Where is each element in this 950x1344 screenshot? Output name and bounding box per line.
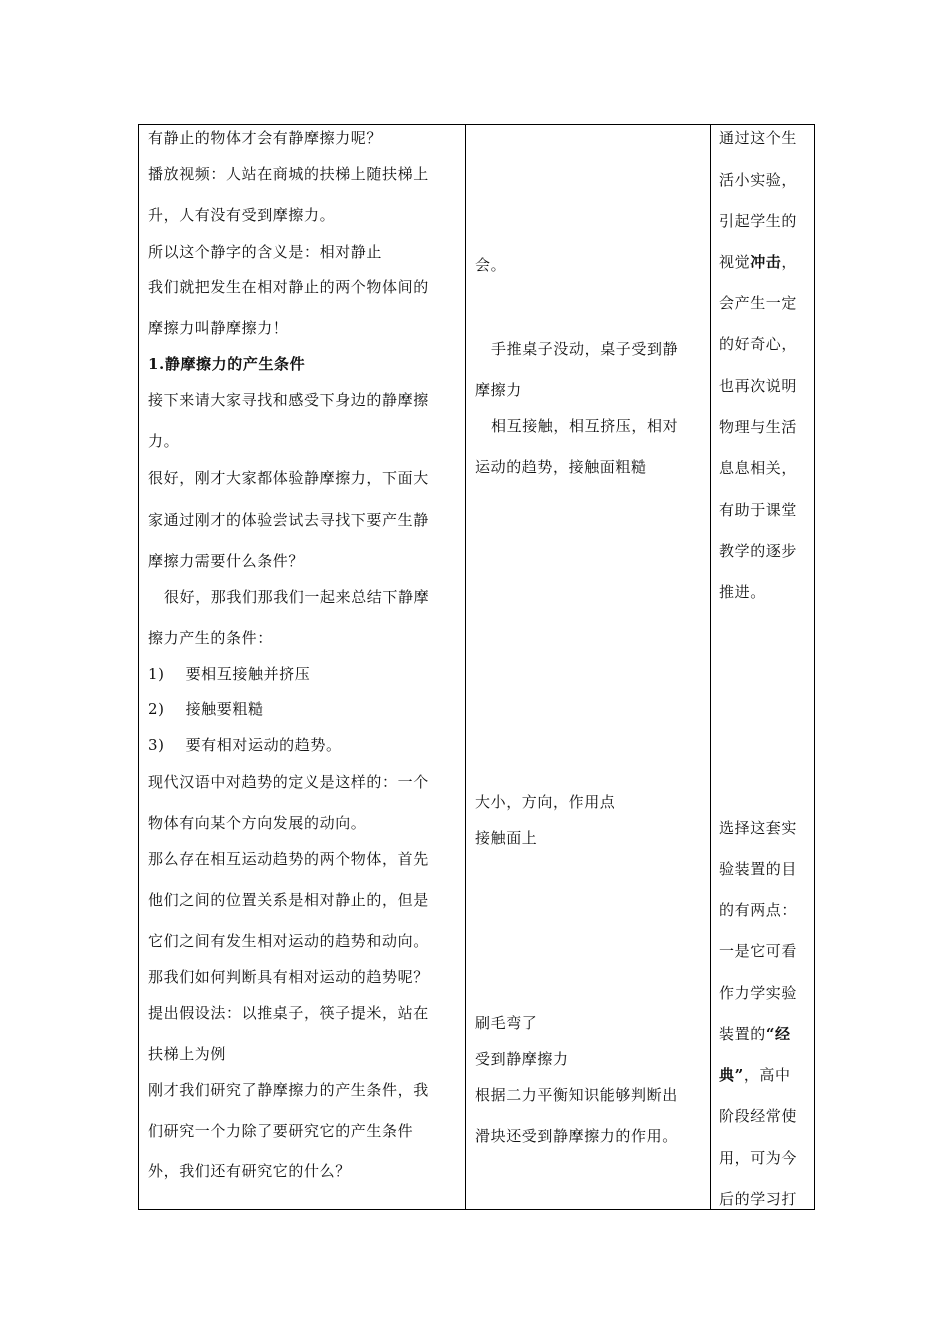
text-line xyxy=(719,1065,791,1085)
text-line: 摩擦力 xyxy=(475,381,522,399)
text-line: 刚才我们研究了静摩擦力的产生条件，我 xyxy=(148,1081,429,1099)
list-item: 2) 接触要粗糙 xyxy=(148,700,264,718)
text-line: 阶段经常使 xyxy=(719,1107,798,1125)
list-item: 1) 要相互接触并挤压 xyxy=(148,665,311,683)
text-line: 通过这个生 xyxy=(719,129,798,147)
text-line: 力。 xyxy=(148,432,180,450)
text-line: 升，人有没有受到摩擦力。 xyxy=(148,206,336,224)
text-line: 推进。 xyxy=(719,583,766,601)
emphasis-text: 冲击 xyxy=(750,253,782,271)
text-line: 很好，刚才大家都体验静摩擦力，下面大 xyxy=(148,469,429,487)
text-line: 引起学生的 xyxy=(719,212,798,230)
text-line: 会产生一定 xyxy=(719,294,798,312)
text-line: 运动的趋势，接触面粗糙 xyxy=(475,458,647,476)
text-line: 作力学实验 xyxy=(719,984,798,1002)
text-line: 活小实验， xyxy=(719,171,798,189)
text-line: 一是它可看 xyxy=(719,942,798,960)
text-line: 大小，方向，作用点 xyxy=(475,793,616,811)
text-line: 物理与生活 xyxy=(719,418,798,436)
text-line: 家通过刚才的体验尝试去寻找下要产生静 xyxy=(148,511,429,529)
text-line: 的好奇心， xyxy=(719,335,798,353)
text-line: 所以这个静字的含义是：相对静止 xyxy=(148,243,383,261)
teacher-activity-cell xyxy=(139,125,465,1209)
text-line: 提出假设法：以推桌子，筷子提米，站在 xyxy=(148,1004,429,1022)
design-intent-cell xyxy=(711,125,815,1209)
text-line: 他们之间的位置关系是相对静止的，但是 xyxy=(148,891,429,909)
text-line: 刷毛弯了 xyxy=(475,1014,538,1032)
text-line: 用，可为今 xyxy=(719,1149,798,1167)
text-line: 播放视频：人站在商城的扶梯上随扶梯上 xyxy=(148,165,429,183)
student-activity-cell xyxy=(466,125,710,1209)
text-line: 扶梯上为例 xyxy=(148,1045,227,1063)
text-run: ，高中 xyxy=(743,1066,791,1084)
text-line xyxy=(719,1024,791,1044)
text-line xyxy=(719,252,797,272)
text-line: 后的学习打 xyxy=(719,1190,798,1208)
text-run: ， xyxy=(781,253,798,271)
emphasis-text: “经 xyxy=(765,1025,791,1043)
text-line: 有助于课堂 xyxy=(719,501,798,519)
text-line: 选择这套实 xyxy=(719,819,798,837)
text-line: 那么存在相互运动趋势的两个物体，首先 xyxy=(148,850,429,868)
text-line: 摩擦力叫静摩擦力！ xyxy=(148,319,289,337)
text-line: 手推桌子没动，桌子受到静 xyxy=(491,340,679,358)
text-line: 验装置的目 xyxy=(719,860,798,878)
text-line: 们研究一个力除了要研究它的产生条件 xyxy=(148,1122,414,1140)
emphasis-text: 典” xyxy=(719,1066,744,1084)
text-line: 外，我们还有研究它的什么？ xyxy=(148,1162,351,1180)
text-line: 滑块还受到静摩擦力的作用。 xyxy=(475,1127,678,1145)
text-line: 会。 xyxy=(475,256,507,274)
text-line: 现代汉语中对趋势的定义是这样的：一个 xyxy=(148,773,429,791)
text-line: 擦力产生的条件： xyxy=(148,629,273,647)
text-line: 息息相关， xyxy=(719,459,798,477)
text-line: 有静止的物体才会有静摩擦力呢？ xyxy=(148,129,383,147)
text-line: 教学的逐步 xyxy=(719,542,798,560)
text-line: 相互接触，相互挤压，相对 xyxy=(491,417,679,435)
text-line: 它们之间有发生相对运动的趋势和动向。 xyxy=(148,932,429,950)
section-heading: 1.静摩擦力的产生条件 xyxy=(148,355,306,373)
text-line: 接下来请大家寻找和感受下身边的静摩擦 xyxy=(148,391,429,409)
list-item: 3) 要有相对运动的趋势。 xyxy=(148,736,342,754)
text-line: 接触面上 xyxy=(475,829,538,847)
text-line: 那我们如何判断具有相对运动的趋势呢？ xyxy=(148,968,429,986)
text-line: 很好，那我们那我们一起来总结下静摩 xyxy=(164,588,430,606)
text-line: 受到静摩擦力 xyxy=(475,1050,569,1068)
text-line: 根据二力平衡知识能够判断出 xyxy=(475,1086,678,1104)
text-run: 装置的 xyxy=(719,1025,766,1043)
text-line: 摩擦力需要什么条件？ xyxy=(148,552,305,570)
text-line: 的有两点： xyxy=(719,901,798,919)
text-line: 也再次说明 xyxy=(719,377,798,395)
text-line: 物体有向某个方向发展的动向。 xyxy=(148,814,367,832)
text-run: 视觉 xyxy=(719,253,751,271)
lesson-plan-table xyxy=(138,124,815,1210)
text-line: 我们就把发生在相对静止的两个物体间的 xyxy=(148,278,429,296)
